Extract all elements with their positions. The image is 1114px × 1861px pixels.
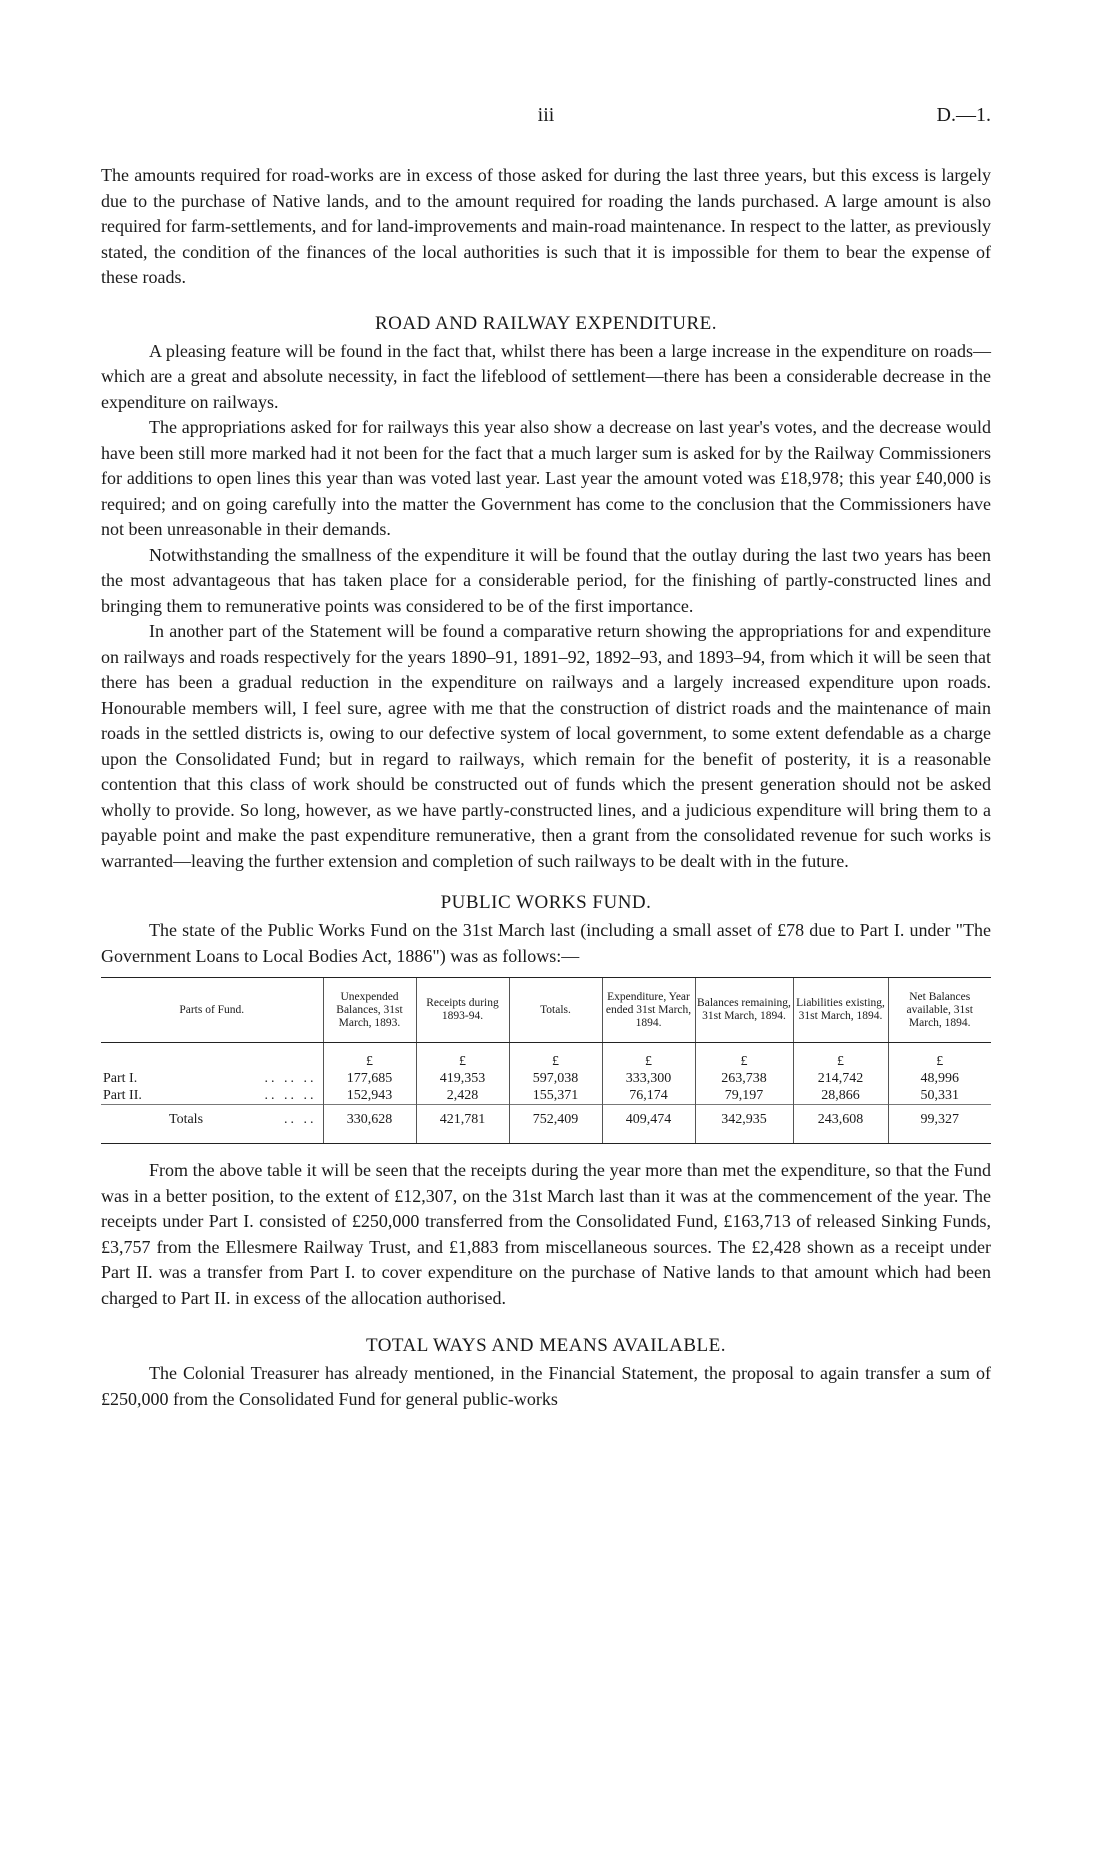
ways-means-paragraph: The Colonial Treasurer has already mentioned, in the Financial Statement, the proposal to again transfer a sum of £250,000 from the Consolidated Fund for general public-works: [101, 1363, 991, 1409]
currency-unit: £: [416, 1053, 509, 1070]
currency-unit: £: [888, 1053, 991, 1070]
after-table-paragraph: From the above table it will be seen that the receipts during the year more than met the expenditure, so that the Fund was in a better position, to the extent of £12,307, on the 31st March last than it was at the commencement of the year. The receipts under Part I. consisted of £250,000 transferred from the Consolidated Fund, £163,713 of released Sinking Funds, £3,757 from the Ellesmere Railway Trust, and £1,883 from miscellaneous sources. The £2,428 shown as a receipt under Part II. was a transfer from Part I. to cover expenditure on the purchase of Native lands to that amount which had been charged to Part II. in excess of the allocation authorised.: [101, 1160, 991, 1308]
cell-totals: 155,371: [509, 1087, 602, 1105]
currency-unit: £: [695, 1053, 793, 1070]
totals-label: Totals: [169, 1111, 204, 1127]
total-expenditure: 409,474: [602, 1105, 695, 1134]
road-railway-paragraph-2: The appropriations asked for for railways this year also show a decrease on last year's votes, and the decrease would have been still more marked had it not been for the fact that a much larger sum is asked for by the Railway Commissioners for additions to open lines this year than was voted last year. Last year the amount voted was £18,978; this year £40,000 is required; and on going carefully into the matter the Government has come to the conclusion that the Commissioners have not been unreasonable in their demands.: [101, 417, 991, 539]
currency-row: [101, 1053, 991, 1070]
road-railway-paragraph-3: Notwithstanding the smallness of the expenditure it will be found that the outlay during the last two years has been the most advantageous that has taken place for a considerable period, for the finishing of partly-constructed lines and bringing them to remunerative points was considered to be of the first importance.: [101, 544, 991, 616]
page-content: [101, 163, 991, 1412]
public-works-heading: PUBLIC WORKS FUND.: [440, 892, 652, 913]
table-row: [101, 1087, 991, 1105]
currency-unit: £: [602, 1053, 695, 1070]
cell-net: 48,996: [888, 1070, 991, 1087]
currency-unit: £: [509, 1053, 602, 1070]
currency-unit: £: [323, 1053, 416, 1070]
document-reference: D.—1.: [936, 104, 991, 126]
header-liabilities: Liabilities existing, 31st March, 1894.: [793, 978, 888, 1043]
header-receipts: Receipts during 1893-94.: [416, 978, 509, 1043]
road-railway-paragraph-4: In another part of the Statement will be found a comparative return showing the appropriations for and expenditure on railways and roads respectively for the years 1890–91, 1891–92, 1892–93, and 1893–94, from which it will be seen that there has been a gradual reduction in the expenditure on railways and a largely increased expenditure upon roads. Honourable members will, I feel sure, agree with me that the construction of district roads and the maintenance of main roads in the settled districts is, owing to our defective system of local government, to some extent defendable as a charge upon the Consolidated Fund; but in regard to railways, which remain for the benefit of posterity, it is a reasonable contention that this class of work should be constructed out of funds which the present generation should not be asked wholly to provide. So long, however, as we have partly-constructed lines, and a judicious expenditure will bring them to a payable point and make the past expenditure remunerative, then a grant from the consolidated revenue for such works is warranted—leaving the further extension and completion of such railways to be dealt with in the future.: [101, 621, 991, 871]
cell-receipts: 419,353: [416, 1070, 509, 1087]
leader-dots: .. ..: [284, 1111, 317, 1127]
cell-balances: 79,197: [695, 1087, 793, 1105]
total-balances: 342,935: [695, 1105, 793, 1134]
total-totals: 752,409: [509, 1105, 602, 1134]
cell-liabilities: 214,742: [793, 1070, 888, 1087]
cell-unexpended: 152,943: [323, 1087, 416, 1105]
row-label: Part I.: [103, 1071, 138, 1086]
header-net: Net Balances available, 31st March, 1894.: [888, 978, 991, 1043]
header-expenditure: Expenditure, Year ended 31st March, 1894.: [602, 978, 695, 1043]
table-row: [101, 1070, 991, 1087]
row-label: Part II.: [103, 1088, 142, 1103]
cell-totals: 597,038: [509, 1070, 602, 1087]
intro-paragraph: The amounts required for road-works are in excess of those asked for during the last three years, but this excess is largely due to the purchase of Native lands, and to the amount required for roading the lands purchased. A large amount is also required for farm-settlements, and for land-improvements and main-road maintenance. In respect to the latter, as previously stated, the condition of the finances of the local authorities is such that it is impossible for them to bear the expense of these roads.: [101, 165, 991, 287]
header-unexpended: Unexpended Balances, 31st March, 1893.: [323, 978, 416, 1043]
table-header-row: [101, 978, 991, 1043]
total-net: 99,327: [888, 1105, 991, 1134]
leader-dots: .. .. ..: [264, 1071, 317, 1086]
cell-expenditure: 333,300: [602, 1070, 695, 1087]
currency-unit: £: [793, 1053, 888, 1070]
road-railway-heading: ROAD AND RAILWAY EXPENDITURE.: [374, 312, 718, 334]
page-header: [101, 104, 991, 134]
public-works-fund-table: [101, 977, 991, 1144]
header-parts: Parts of Fund.: [101, 978, 323, 1043]
cell-liabilities: 28,866: [793, 1087, 888, 1105]
road-railway-paragraph-1: A pleasing feature will be found in the fact that, whilst there has been a large increase in the expenditure on roads—which are a great and absolute necessity, in fact the lifeblood of settlement—there has been a considerable decrease in the expenditure on railways.: [101, 340, 991, 412]
total-liabilities: 243,608: [793, 1105, 888, 1134]
leader-dots: .. .. ..: [264, 1088, 317, 1103]
ways-means-heading: TOTAL WAYS AND MEANS AVAILABLE.: [365, 1335, 727, 1356]
header-balances: Balances remaining, 31st March, 1894.: [695, 978, 793, 1043]
cell-balances: 263,738: [695, 1070, 793, 1087]
totals-row: [101, 1105, 991, 1134]
total-receipts: 421,781: [416, 1105, 509, 1134]
public-works-intro: The state of the Public Works Fund on the 31st March last (including a small asset of £78 due to Part I. under "The Government Loans to Local Bodies Act, 1886") was as follows:—: [101, 920, 991, 966]
cell-unexpended: 177,685: [323, 1070, 416, 1087]
total-unexpended: 330,628: [323, 1105, 416, 1134]
cell-expenditure: 76,174: [602, 1087, 695, 1105]
cell-receipts: 2,428: [416, 1087, 509, 1105]
page-number: iii: [537, 104, 555, 126]
cell-net: 50,331: [888, 1087, 991, 1105]
header-totals: Totals.: [509, 978, 602, 1043]
